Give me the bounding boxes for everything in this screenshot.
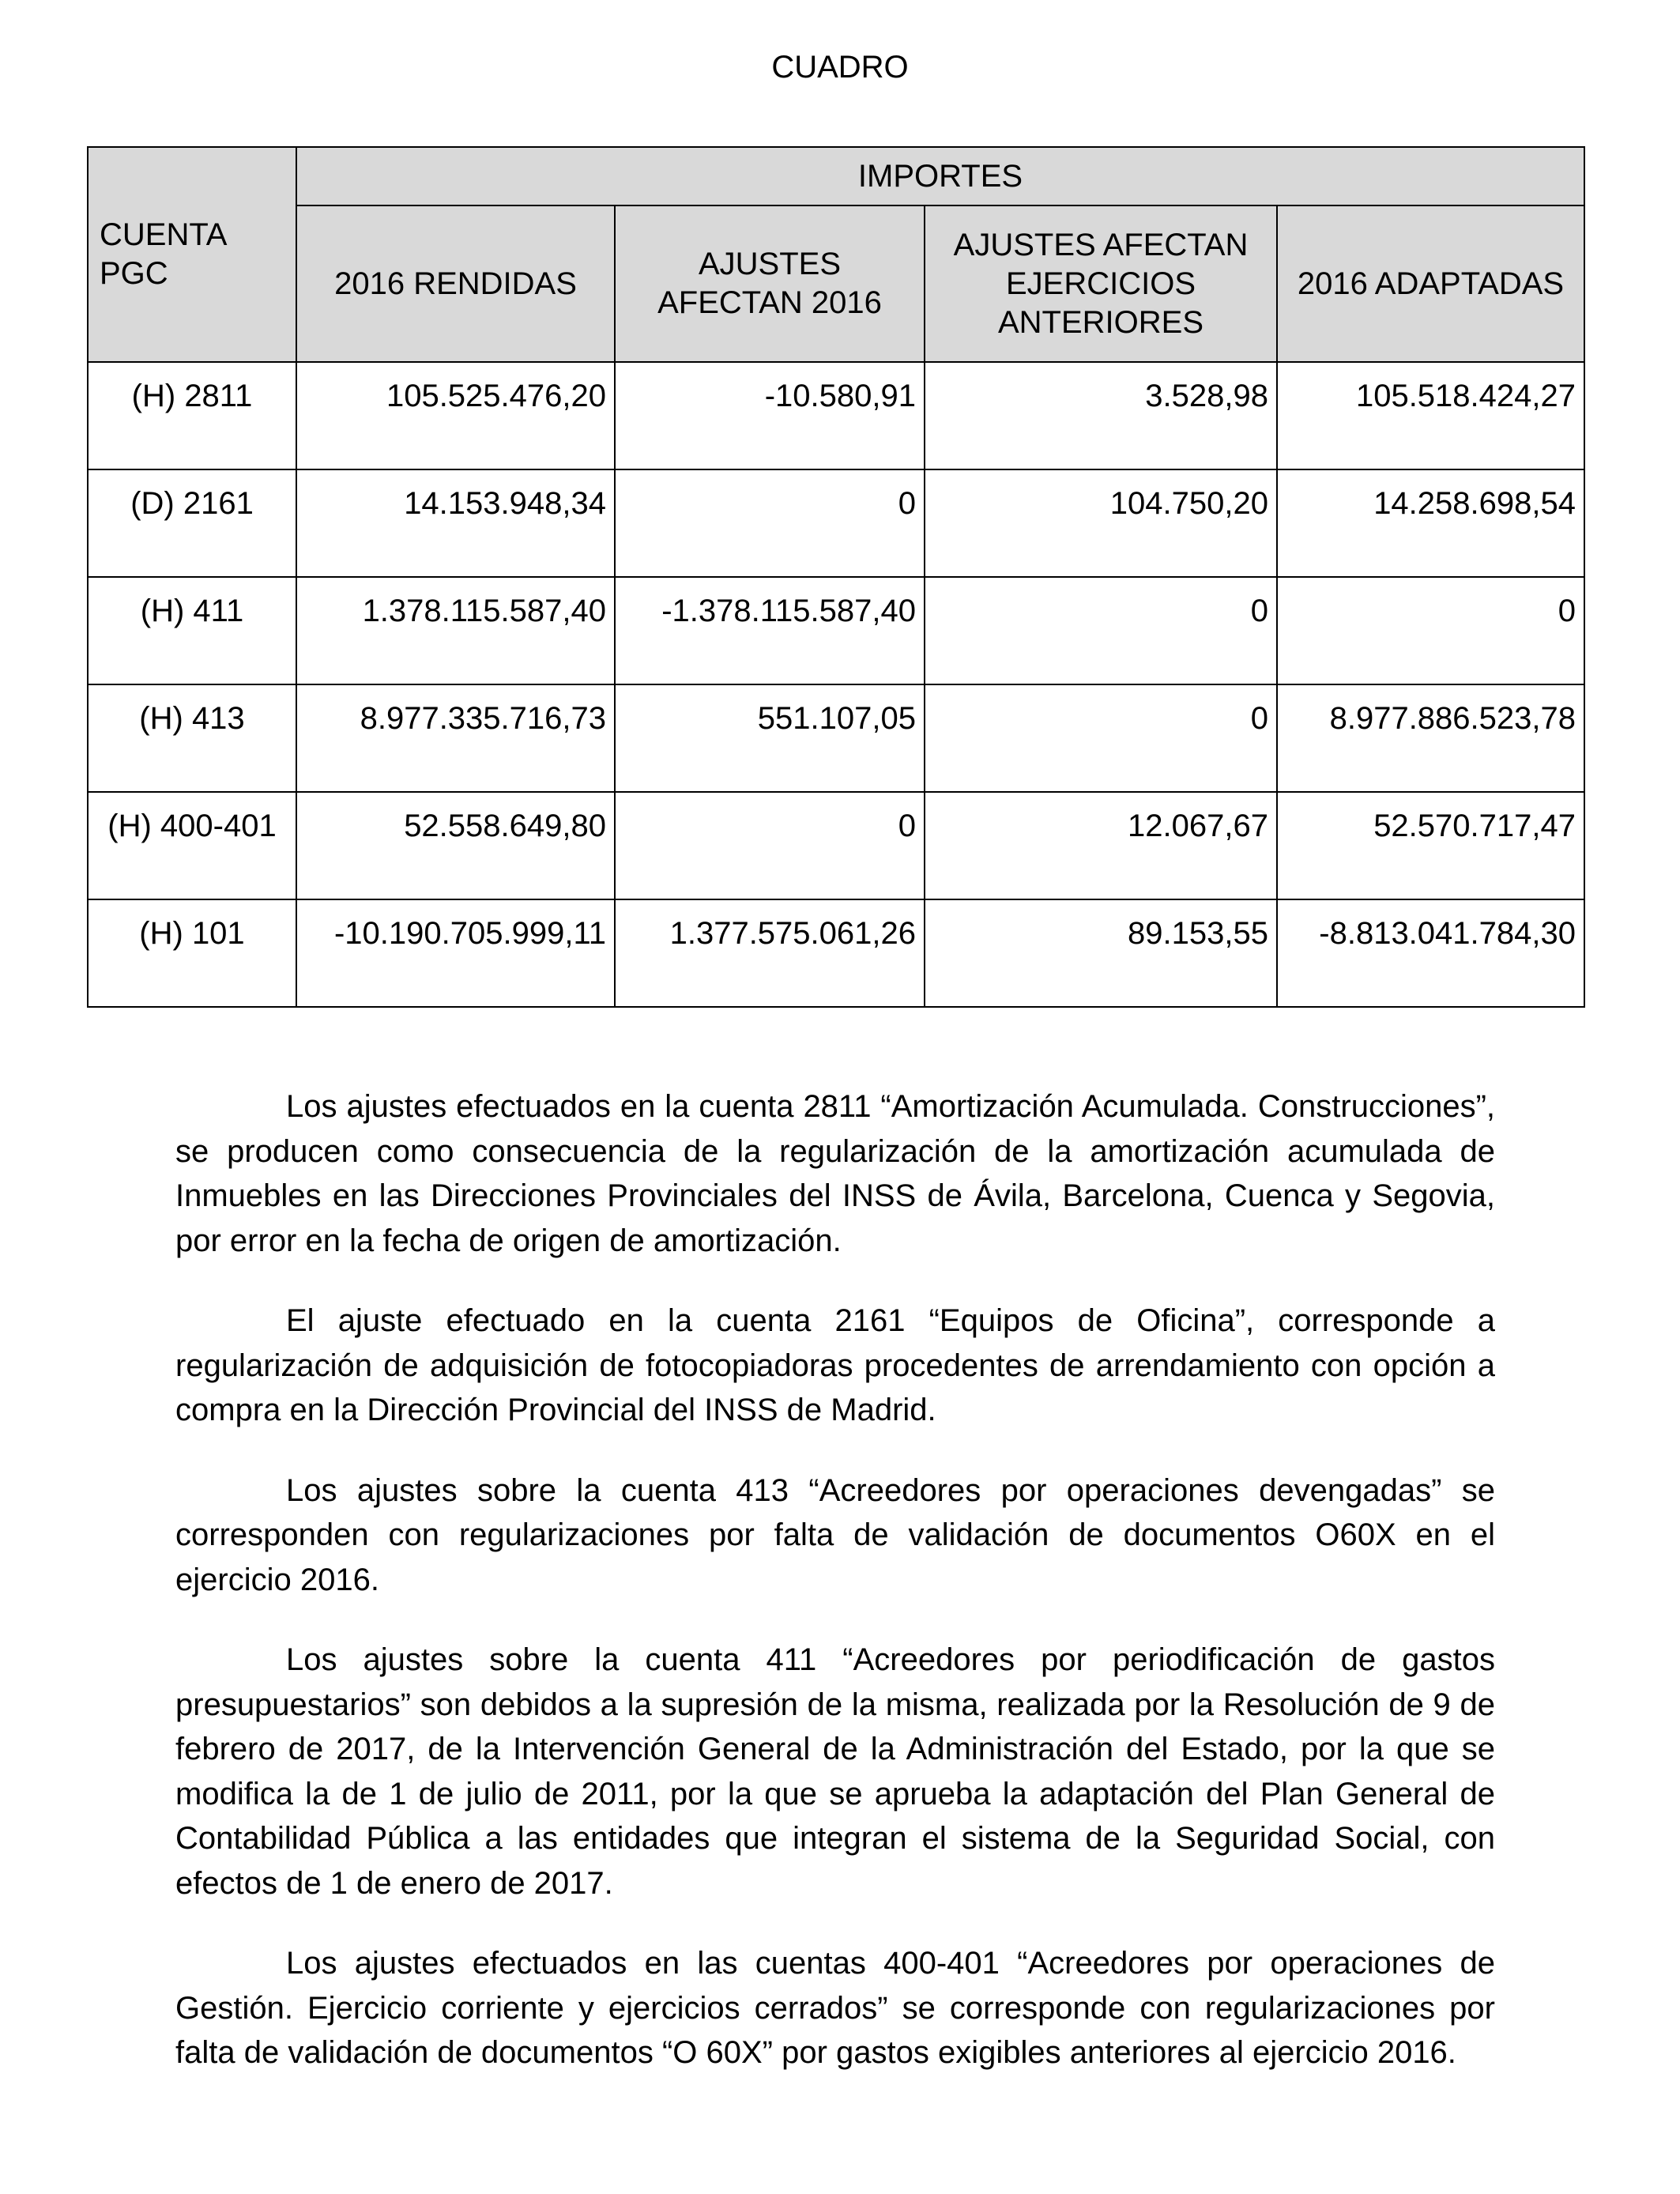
- table-row: [88, 362, 1584, 469]
- header-col-adaptadas: 2016 ADAPTADAS: [1277, 205, 1584, 362]
- cell-rendidas: 8.977.335.716,73: [296, 684, 615, 792]
- cell-ajustes-anteriores: 0: [925, 577, 1277, 684]
- cell-ajustes-2016: 0: [615, 469, 925, 577]
- row-account: (D) 2161: [88, 469, 296, 577]
- amounts-table: [87, 146, 1585, 1008]
- paragraph: El ajuste efectuado en la cuenta 2161 “Equipos de Oficina”, corresponde a regularización de adquisición de fotocopiadoras procedentes de arrendamiento con opción a compra en la Dirección Provincial del INSS de Madrid.: [175, 1303, 1495, 1427]
- cell-adaptadas: 14.258.698,54: [1277, 469, 1584, 577]
- row-account: (H) 101: [88, 899, 296, 1007]
- cell-ajustes-anteriores: 89.153,55: [925, 899, 1277, 1007]
- paragraph: Los ajustes efectuados en las cuentas 400-401 “Acreedores por operaciones de Gestión. Ejercicio corriente y ejercicios cerrados” se corresponde con regularizaciones por falta de validación de documentos “O 60X” por gastos exigibles anteriores al ejercicio 2016.: [175, 1946, 1495, 2070]
- row-account: (H) 411: [88, 577, 296, 684]
- row-account: (H) 413: [88, 684, 296, 792]
- header-col-ajustes-2016: AJUSTES AFECTAN 2016: [615, 205, 925, 362]
- header-importes: IMPORTES: [296, 147, 1584, 205]
- paragraph: Los ajustes efectuados en la cuenta 2811 “Amortización Acumulada. Construcciones”, se producen como consecuencia de la regularización de la amortización acumulada de Inmuebles en las Direcciones Provinciales del INSS de Ávila, Barcelona, Cuenca y Segovia, por error en la fecha de origen de amortización.: [175, 1089, 1495, 1258]
- row-account: (H) 400-401: [88, 792, 296, 899]
- paragraph: Los ajustes sobre la cuenta 413 “Acreedores por operaciones devengadas” se corresponden con regularizaciones por falta de validación de documentos O60X en el ejercicio 2016.: [175, 1472, 1495, 1597]
- cell-adaptadas: 52.570.717,47: [1277, 792, 1584, 899]
- cell-ajustes-2016: 0: [615, 792, 925, 899]
- cell-rendidas: -10.190.705.999,11: [296, 899, 615, 1007]
- cell-ajustes-2016: 1.377.575.061,26: [615, 899, 925, 1007]
- cell-adaptadas: -8.813.041.784,30: [1277, 899, 1584, 1007]
- table-row: [88, 577, 1584, 684]
- cell-adaptadas: 105.518.424,27: [1277, 362, 1584, 469]
- cell-rendidas: 14.153.948,34: [296, 469, 615, 577]
- cell-ajustes-anteriores: 12.067,67: [925, 792, 1277, 899]
- header-col-ajustes-anteriores: AJUSTES AFECTAN EJERCICIOS ANTERIORES: [925, 205, 1277, 362]
- cell-rendidas: 52.558.649,80: [296, 792, 615, 899]
- cell-ajustes-2016: -1.378.115.587,40: [615, 577, 925, 684]
- cell-ajustes-anteriores: 3.528,98: [925, 362, 1277, 469]
- header-col-rendidas: 2016 RENDIDAS: [296, 205, 615, 362]
- table-row: [88, 792, 1584, 899]
- cell-adaptadas: 0: [1277, 577, 1584, 684]
- cell-ajustes-2016: -10.580,91: [615, 362, 925, 469]
- page-title: CUADRO: [771, 50, 909, 85]
- cell-rendidas: 105.525.476,20: [296, 362, 615, 469]
- table-row: [88, 469, 1584, 577]
- cell-ajustes-anteriores: 104.750,20: [925, 469, 1277, 577]
- cell-adaptadas: 8.977.886.523,78: [1277, 684, 1584, 792]
- row-account: (H) 2811: [88, 362, 296, 469]
- paragraph: Los ajustes sobre la cuenta 411 “Acreedores por periodificación de gastos presupuestarios” son debidos a la supresión de la misma, realizada por la Resolución de 9 de febrero de 2017, de la Intervención General de la Administración del Estado, por la que se modifica la de 1 de julio de 2011, por la que se aprueba la adaptación del Plan General de Contabilidad Pública a las entidades que integran el sistema de la Seguridad Social, con efectos de 1 de enero de 2017.: [175, 1642, 1495, 1901]
- cell-rendidas: 1.378.115.587,40: [296, 577, 615, 684]
- cell-ajustes-2016: 551.107,05: [615, 684, 925, 792]
- body-text: [175, 1084, 1495, 2111]
- header-account: CUENTA PGC: [88, 147, 296, 362]
- table-row: [88, 899, 1584, 1007]
- cell-ajustes-anteriores: 0: [925, 684, 1277, 792]
- table-row: [88, 684, 1584, 792]
